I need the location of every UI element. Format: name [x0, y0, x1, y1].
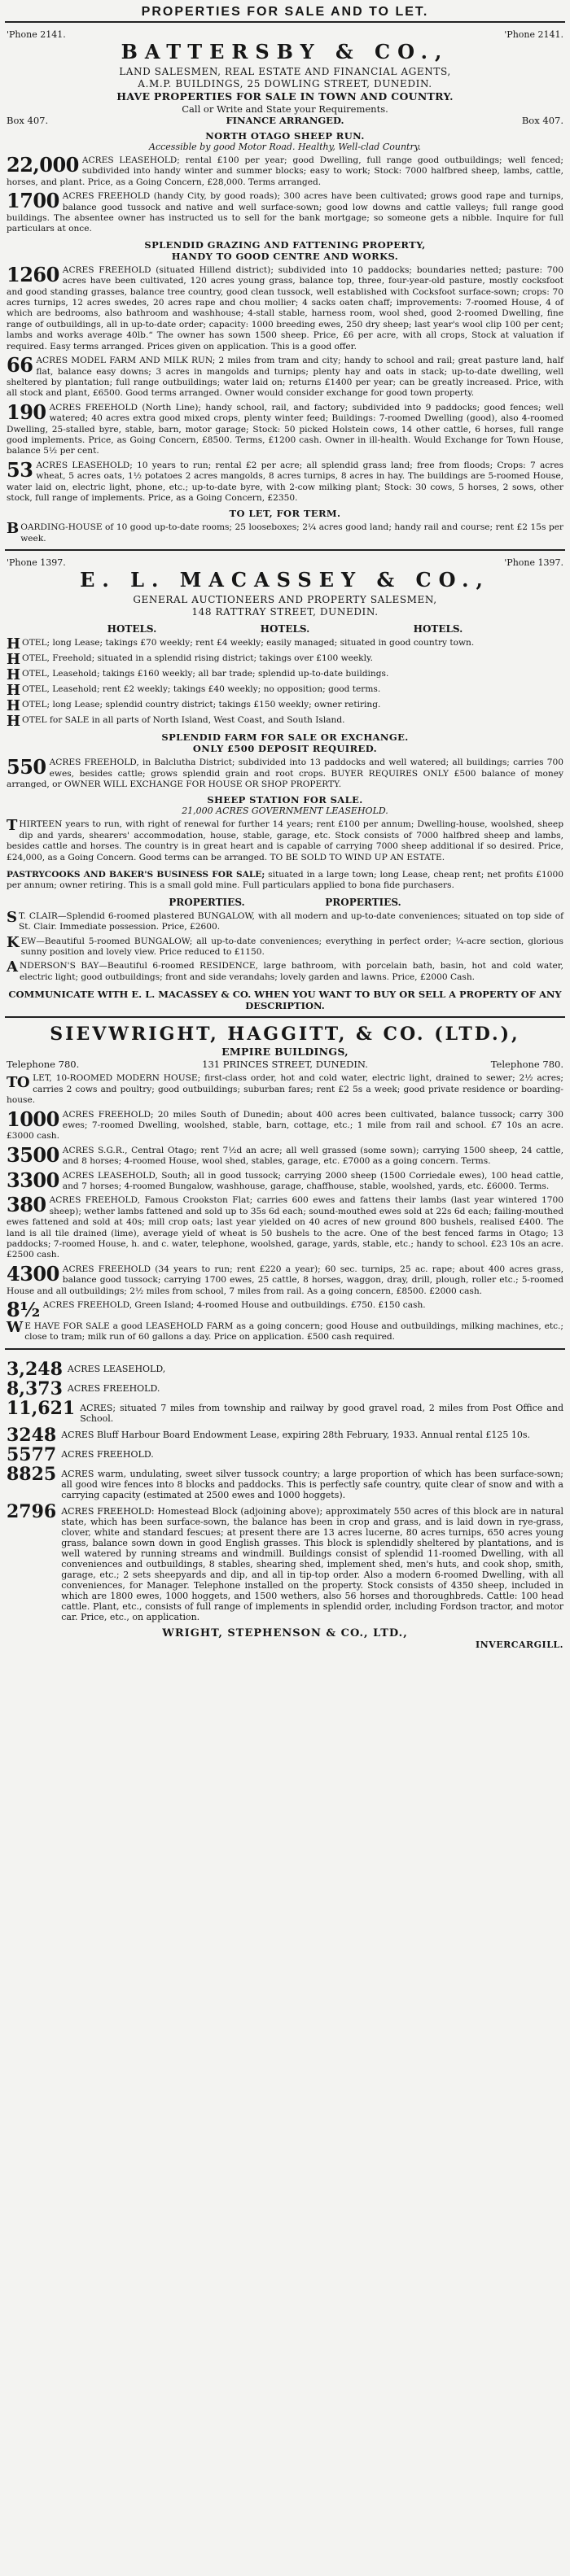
listing-text: ACRES FREEHOLD, Green Island; 4-roomed House and outbuildings. £750. £150 cash.: [42, 1300, 426, 1310]
listing-figure: 3300: [7, 1168, 59, 1192]
listing: [7, 1261, 563, 1297]
listing: [7, 908, 563, 933]
telephone-right: Telephone 780.: [490, 1059, 563, 1071]
hotel-listing: [7, 651, 563, 669]
listing-initial: H: [7, 682, 21, 700]
listing: [7, 1195, 563, 1260]
listing-text: ACRES warm, undulating, sweet silver tussock country; a large proportion of which has been surface-sown; all good wire fences into 8 blocks and paddocks. This is perfectly safe country, quite clear of snow and with a carrying capacity (estimated at 2500 ewes and 1000 hoggets).: [61, 1468, 563, 1500]
masthead: PROPERTIES FOR SALE AND TO LET.: [5, 0, 565, 23]
listing: [7, 191, 563, 235]
listing-text: OTEL; long Lease; takings £70 weekly; rent £4 weekly; easily managed; situated in good country town.: [22, 638, 475, 648]
listing-text: ACRES LEASEHOLD; 10 years to run; rental £2 per acre; all splendid grass land; free from floods; Crops: 7 acres wheat, 5 acres oats, 1½ potatoes 2 acres mangolds, 8 acres turnips, 8 acres in hay. The buildings are 5-roomed House, water laid on, electric light, phone, etc.; up-to-date byre, with 2-cow milking plant; Stock: 30 cows, 5 horses, 2 sows, other stock, full range of implements. Price, as a Going Concern, £2350.: [7, 460, 563, 503]
listing-text: ACRES FREEHOLD (situated Hillend district); subdivided into 10 paddocks; boundaries netted; pasture: 700 acres have been cultivated, 120 acres young grass, balance top, three, four-year-old pasture, mostly cocksfoot and good standing grasses, balance tree country, good clean tussock, well established with Cocksfoot surface-sown; crops: 70 acres turnips, 12 acres swedes, 20 acres rape and chou mollier; 4 sacks oaten chaff; improvements: 7-roomed House, 4 of which are bedrooms, also bathroom and washhouse; 4-stall stable, harness room, wool shed, good 2-roomed Dwelling, fine range of outbuildings, all in up-to-date order; capacity: 1000 breeding ewes, 250 dry sheep; last year's wool clip 100 per cent; lambs and works average 40lb.“ The owner has sown 1500 sheep. Price, £6 per acre, with all crops, Stock at valuation if required. Easy terms arranged. Prices given on application. This is a good offer.: [7, 264, 563, 351]
properties-heading: PROPERTIES.: [325, 896, 401, 908]
listing-figure: 53: [7, 457, 33, 482]
listing-text: ACRES LEASEHOLD,: [67, 1363, 166, 1374]
firm-address: 148 RATTRAY STREET, DUNEDIN.: [191, 606, 379, 618]
phone-left: 'Phone 1397.: [7, 557, 66, 569]
listing-figure: 4300: [7, 1261, 59, 1286]
phone-right: 'Phone 2141.: [504, 29, 563, 40]
firm-address: A.M.P. BUILDINGS, 25 DOWLING STREET, DUNEDIN.: [138, 78, 432, 90]
listing-figure: 2796: [7, 1500, 57, 1522]
listing-figure: 5577: [7, 1443, 57, 1465]
firm-name: E. L. MACASSEY & CO.,: [80, 568, 490, 592]
listing-figure: 3248: [7, 1424, 57, 1446]
listing-initial: T: [7, 817, 18, 835]
hotels-heading: HOTELS.: [260, 623, 310, 635]
box-left: Box 407.: [7, 115, 49, 126]
listing-initial: A: [7, 958, 18, 976]
listing: [7, 1321, 563, 1343]
listing-text: ACRES LEASEHOLD, South; all in good tussock; carrying 2000 sheep (1500 Corriedale ewes), 100 head cattle, and 7 horses; 4-roomed Bungalow, washhouse, garage, chaffhouse, stable, woolshed, yards, etc. £6000. Terms.: [62, 1170, 563, 1191]
sheep-subheading: 21,000 ACRES GOVERNMENT LEASEHOLD.: [182, 806, 388, 817]
listing: [7, 755, 563, 790]
phone-row: [7, 29, 563, 40]
listing: [7, 1463, 563, 1500]
listing-figure: 1000: [7, 1107, 59, 1131]
listing-figure: 3,248: [7, 1358, 63, 1380]
listing: [7, 958, 563, 983]
firm-call: Call or Write and State your Requirements.: [182, 103, 388, 115]
firm-name: BATTERSBY & CO.,: [121, 40, 449, 63]
listing: [7, 933, 563, 958]
listing-figure: 1260: [7, 262, 59, 286]
telephone-left: Telephone 780.: [7, 1059, 80, 1071]
sievwright-ad: [5, 1018, 565, 1350]
listing-figure: 1700: [7, 189, 59, 213]
listing-text: situated in a large town; long Lease, cheap rent; net profits £1000 per annum; owner retiring. This is a small gold mine. Full particulars applied to bona fide purchasers.: [7, 870, 564, 891]
listing: [7, 522, 563, 544]
telephone-row: [7, 1059, 563, 1070]
listing-text: ACRES FREEHOLD, in Balclutha District; subdivided into 13 paddocks and well watered; all buildings; carries 700 ewes, besides cattle; grows splendid grain and root crops. BUYER REQUIRES ONLY £500 balance of money arranged, or OWNER WILL EXCHANGE FOR HOUSE OR SHOP PROPERTY.: [7, 758, 563, 789]
listing: [7, 870, 563, 892]
properties-heading-row: [129, 897, 441, 908]
run-heading: NORTH OTAGO SHEEP RUN.: [205, 130, 365, 142]
firm-offer: HAVE PROPERTIES FOR SALE IN TOWN AND COUNTRY.: [116, 90, 454, 103]
listing-text: OTEL for SALE in all parts of North Island, West Coast, and South Island.: [22, 715, 345, 726]
listing: [7, 1107, 563, 1142]
listing-figure: 22,000: [7, 153, 79, 177]
listing-initial: H: [7, 651, 21, 669]
listing-figure: 190: [7, 399, 46, 424]
listing-text: ACRES FREEHOLD, Famous Crookston Flat; carries 600 ewes and fattens their lambs (last year wintered 1700 sheep); wether lambs fattened and sold up to 35s 6d each; sound-mouthed ewes sold at 22s 6d each; failing-mouthed ewes fattened and sold at 40s; mill crop oats; last year yielded on 40 acres of new ground 800 bushels, realised £400. The land is all tile drained (lime), average yield of wheat is 50 bushels to the acre. One of the best fenced farms in Otago; 13 paddocks; 7-roomed House, h. and c. water, telephone, woolshed, garage, yards, stable, etc.; handy to school. £23 10s an acre. £2500 cash.: [7, 1195, 563, 1260]
listing-figure: 3500: [7, 1142, 59, 1167]
listing-initial: K: [7, 933, 20, 951]
listing-figure: 8½: [7, 1298, 40, 1321]
firm-tagline: LAND SALESMEN, REAL ESTATE AND FINANCIAL AGENTS,: [119, 66, 451, 77]
run-subheading: Accessible by good Motor Road. Healthy, Well-clad Country.: [149, 142, 421, 152]
listing-figure: 8,373: [7, 1378, 63, 1399]
firm-town: INVERCARGILL.: [475, 1639, 563, 1650]
listing-figure: 11,621: [7, 1397, 76, 1419]
listing-text: ACRES FREEHOLD; 20 miles South of Dunedin; about 400 acres been cultivated, balance tussock; carry 300 ewes; 7-roomed Dwelling, woolshed, stable, barn, cottage, etc.; 1 mile from rail and school. £7 10s an acre. £3000 cash.: [7, 1109, 563, 1142]
listing: [7, 1168, 563, 1193]
listing: [7, 1424, 563, 1446]
listing-text: ACRES MODEL FARM AND MILK RUN; 2 miles from tram and city; handy to school and rail; great pasture land, half flat, balance easy downs; 3 acres in mangolds and turnips; plenty hay and oats in stack; up-to-date dwelling, well sheltered by plantation; full range outbuildings; water laid on; returns £1400 per year; can be greatly increased. Price, with all stock and plant, £6500. Good terms arranged. Owner would consider exchange for good town property.: [7, 356, 563, 399]
listing-text: NDERSON'S BAY—Beautiful 6-roomed RESIDENCE, large bathroom, with porcelain bath, basin, hot and cold water, electric light; good outbuildings; front and side verandahs; lovely garden and lawns. Price, £2000 Cash.: [19, 961, 563, 982]
listing-figure: 550: [7, 755, 46, 779]
firm-name: WRIGHT, STEPHENSON & CO., LTD.,: [162, 1626, 408, 1639]
listing-text: OARDING-HOUSE of 10 good up-to-date rooms; 25 looseboxes; 2¼ acres good land; handy rail and course; rent £2 15s per week.: [20, 522, 563, 544]
listing-figure: TO: [7, 1074, 30, 1092]
hotel-listing: [7, 666, 563, 684]
listing-text: E HAVE FOR SALE a good LEASEHOLD FARM as a going concern; good House and outbuildings, milking machines, etc.; close to tram; milk run of 60 gallons a day. Price on application. £500 cash required.: [24, 1321, 563, 1343]
listing: [7, 457, 563, 504]
listing-initial: H: [7, 635, 21, 653]
box-right: Box 407.: [521, 115, 563, 126]
listing-text: ACRES LEASEHOLD; rental £100 per year; good Dwelling, full range good outbuildings; well fenced; subdivided into handy winter and summer blocks; easy to work; Stock: 7000 halfbred sheep, lambs, cattle, horses, and plant. Price, as a Going Concern, £28,000. Terms arranged.: [7, 155, 563, 187]
listing-text: LET, 10-ROOMED MODERN HOUSE; first-class order, hot and cold water, electric light, drained to sewer; 2½ acres; carries 2 cows and poultry; good outbuildings; suburban fares; rent £2 5s a week; good private residence or boarding-house.: [7, 1073, 563, 1106]
listing-initial: S: [7, 908, 17, 926]
hotel-listing: [7, 697, 563, 715]
farm-heading: SPLENDID FARM FOR SALE OR EXCHANGE.: [161, 731, 409, 744]
pastry-heading: PASTRYCOOKS AND BAKER'S BUSINESS FOR SALE;: [7, 870, 265, 880]
hotel-listing: [7, 635, 563, 653]
farm-subheading: ONLY £500 DEPOSIT REQUIRED.: [192, 743, 378, 755]
firm-name: SIEVWRIGHT, HAGGITT, & CO. (LTD.),: [50, 1024, 520, 1046]
listing-figure: 66: [7, 353, 33, 378]
listing: [7, 1500, 563, 1622]
phone-left: 'Phone 2141.: [7, 29, 66, 40]
listing: [7, 819, 563, 863]
grazing-subheading: HANDY TO GOOD CENTRE AND WORKS.: [171, 250, 399, 262]
listing: [7, 262, 563, 352]
listing: [7, 399, 563, 457]
firm-address: 131 PRINCES STREET, DUNEDIN.: [202, 1059, 368, 1071]
firm-tagline: GENERAL AUCTIONEERS AND PROPERTY SALESMEN,: [133, 594, 437, 606]
listing: [7, 1073, 563, 1106]
listing-initial: W: [7, 1319, 24, 1336]
listing-text: ACRES FREEHOLD (handy City, by good roads); 300 acres have been cultivated; grows good rape and turnips, balance good tussock and native and well surface-sown; good low downs and cattle valleys; full range good buildings. The absentee owner has instructed us to sell for the bank mortgage; so someone gets a nibble. Inquire for full particulars at once.: [7, 191, 563, 234]
listing-text: ACRES FREEHOLD.: [61, 1448, 154, 1460]
macassey-footer: COMMUNICATE WITH E. L. MACASSEY & CO. WHEN YOU WANT TO BUY OR SELL A PROPERTY OF ANY DESCRIPTION.: [8, 989, 562, 1012]
listing-initial: H: [7, 666, 21, 684]
wright-ad: [5, 1350, 565, 1653]
firm-building: EMPIRE BUILDINGS,: [221, 1046, 349, 1059]
finance-note: FINANCE ARRANGED.: [226, 115, 344, 126]
macassey-ad: [5, 551, 565, 1018]
phone-right: 'Phone 1397.: [504, 557, 563, 569]
listing-text: HIRTEEN years to run, with right of renewal for further 14 years; rent £100 per annum; Dwelling-house, woolshed, sheep dip and yards, shearers' accommodation, house, stable, garage, etc. Stock consists of 7000 halfbred sheep and lambs, besides cattle and horses. The country is in great heart and is capable of carrying 7000 sheep additional if so desired. Price, £24,000, as a Going Concern. Good terms can be arranged. TO BE SOLD TO WIND UP AN ESTATE.: [7, 819, 563, 862]
listing-figure: 8825: [7, 1463, 57, 1485]
listing-text: EW—Beautiful 5-roomed BUNGALOW; all up-to-date conveniences; everything in perfect order; ¼-acre section, glorious sunny position and lovely view. Price reduced to £1150.: [20, 936, 563, 958]
listing-text: ACRES FREEHOLD (North Line); handy school, rail, and factory; subdivided into 9 paddocks; good fences; well watered; 40 acres extra good mixed crops, plenty winter feed; Buildings: 7-roomed Dwelling (good), also 4-roomed Dwelling, 25-stalled byre, stable, barn, motor garage; Stock: 50 picked Holstein cows, 14 other cattle, 6 horses, full range good implements. Price, as Going Concern, £8500. Terms, £1200 cash. Owner in ill-health. Would Exchange for Town House, balance 5½ per cent.: [7, 402, 563, 456]
listing-text: OTEL, Leasehold; rent £2 weekly; takings £40 weekly; no opposition; good terms.: [22, 684, 381, 695]
listing-text: OTEL, Leasehold; takings £160 weekly; all bar trade; splendid up-to-date buildings.: [22, 669, 389, 679]
listing: [7, 353, 563, 399]
listing-text: T. CLAIR—Splendid 6-roomed plastered BUNGALOW, with all modern and up-to-date conveniences; situated on top side of St. Clair. Immediate possession. Price, £2600.: [19, 910, 563, 932]
listing-text: OTEL, Freehold; situated in a splendid rising district; takings over £100 weekly.: [22, 653, 373, 664]
hotel-listing: [7, 713, 563, 731]
listing-text: ACRES; situated 7 miles from township and railway by good gravel road, 2 miles from Post Office and School.: [80, 1402, 563, 1424]
listing-text: ACRES S.G.R., Central Otago; rent 7½d an acre; all well grassed (some sown); carrying 1500 sheep, 24 cattle, and 8 horses; 4-roomed House, wool shed, stables, garage, etc. £7000 as a going concern. Terms.: [62, 1145, 563, 1167]
listing: [7, 1397, 563, 1424]
listing-text: ACRES FREEHOLD.: [67, 1382, 160, 1394]
listing-text: ACRES FREEHOLD: Homestead Block (adjoining above); approximately 550 acres of this block are in natural state, which has been surface-sown, the balance has been in crop and grass, and is laid down in rye-grass, clover, white and standard fescues; at present there are 13 acres lucerne, 80 acres turnips, 650 acres young grass, balance sown down in good English grasses. This block is splendidly sheltered by plantations, and is well watered by running streams and windmill. Buildings consist of splendid 11-roomed Dwelling, with all conveniences and outbuildings, 8 stables, shearing shed, implement shed, men's huts, and cook shop, smith, garage, etc.; 2 sets sheepyards and dip, and all in tip-top order. Also a modern 6-roomed Dwelling, with all conveniences, for Manager. Telephone installed on the property. Stock consists of 4350 sheep, included in which are 1800 ewes, 1000 hoggets, and 1500 wethers, also 56 horses and thoroughbreds. Cattle: 100 head cattle. Plant, etc., consists of full range of implements in splendid order, including Fordson tractor, and motor car. Price, etc., on application.: [61, 1505, 563, 1622]
listing: [7, 1378, 563, 1399]
hotels-heading: HOTELS.: [107, 623, 157, 635]
properties-heading: PROPERTIES.: [169, 896, 245, 908]
hotels-heading: HOTELS.: [413, 623, 463, 635]
listing-initial: H: [7, 713, 21, 731]
listing: [7, 1443, 563, 1465]
hotels-heading-row: [55, 623, 515, 635]
listing: [7, 1142, 563, 1168]
listing-initial: B: [7, 520, 20, 538]
listing: [7, 1358, 563, 1380]
listing-figure: 380: [7, 1193, 46, 1217]
listing-text: OTEL; long Lease; splendid country district; takings £150 weekly; owner retiring.: [22, 700, 381, 710]
box-row: [7, 115, 563, 126]
sheep-heading: SHEEP STATION FOR SALE.: [207, 794, 363, 806]
hotel-listing: [7, 682, 563, 700]
grazing-heading: SPLENDID GRAZING AND FATTENING PROPERTY,: [144, 238, 426, 251]
listing-initial: H: [7, 697, 21, 715]
listing: [7, 155, 563, 188]
to-let-heading: TO LET, FOR TERM.: [229, 508, 341, 520]
listing-text: ACRES Bluff Harbour Board Endowment Lease, expiring 28th February, 1933. Annual rental £125 10s.: [61, 1429, 530, 1440]
listing-text: ACRES FREEHOLD (34 years to run; rent £220 a year); 60 sec. turnips, 25 ac. rape; about 400 acres grass, balance good tussock; carrying 1700 ewes, 25 cattle, 8 horses, waggon, dray, drill, plough, roller etc.; 5-roomed House and all outbuildings; 2½ miles from school, 7 miles from rail. As a going concern, £8500. £2000 cash.: [7, 1264, 563, 1296]
battersby-ad: [5, 23, 565, 551]
listing: [7, 1298, 563, 1321]
phone-row: [7, 557, 563, 568]
